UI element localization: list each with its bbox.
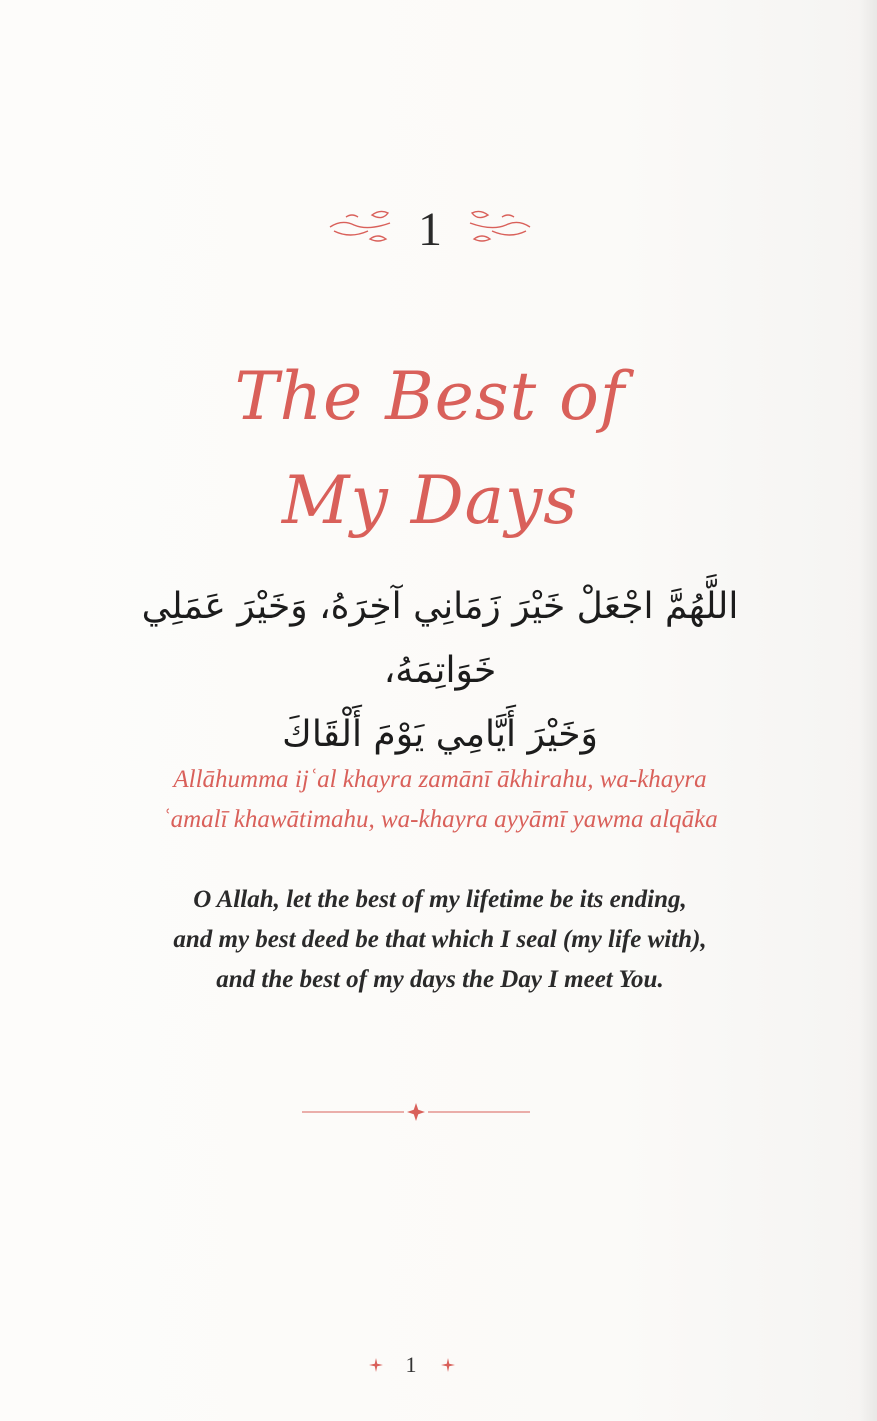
transliteration-line-1: Allāhumma ijʿal khayra zamānī ākhirahu, wa-khayra [173, 766, 707, 793]
transliteration-line-2: ʿamalī khawātimahu, wa-khayra ayyāmī yawma alqāka [162, 806, 718, 833]
chapter-title-line-1: The Best of [234, 358, 626, 435]
leaf-flourish-right-icon [466, 209, 532, 245]
chapter-number: 1 [418, 203, 442, 256]
arabic-dua-line-2: وَخَيْرَ أَيَّامِي يَوْمَ أَلْقَاكَ [282, 714, 598, 755]
english-translation [60, 880, 820, 1000]
translation-line-2: and my best deed be that which I seal (my life with), [173, 926, 707, 953]
star-divider-icon [300, 1100, 532, 1124]
transliteration [60, 760, 820, 840]
arabic-dua [80, 575, 800, 767]
chapter-title [100, 345, 760, 553]
arabic-dua-line-1: اللَّهُمَّ اجْعَلْ خَيْرَ زَمَانِي آخِرَهُ، وَخَيْرَ عَمَلِي خَوَاتِمَهُ، [141, 586, 739, 691]
chapter-heading [0, 195, 877, 265]
star-icon [440, 1357, 456, 1373]
translation-line-1: O Allah, let the best of my lifetime be its ending, [193, 886, 687, 913]
page-footer [0, 1348, 877, 1382]
leaf-flourish-left-icon [328, 209, 394, 245]
page-number: 1 [405, 1352, 417, 1377]
chapter-title-line-2: My Days [281, 462, 579, 539]
star-icon [368, 1357, 384, 1373]
translation-line-3: and the best of my days the Day I meet You. [216, 966, 664, 993]
